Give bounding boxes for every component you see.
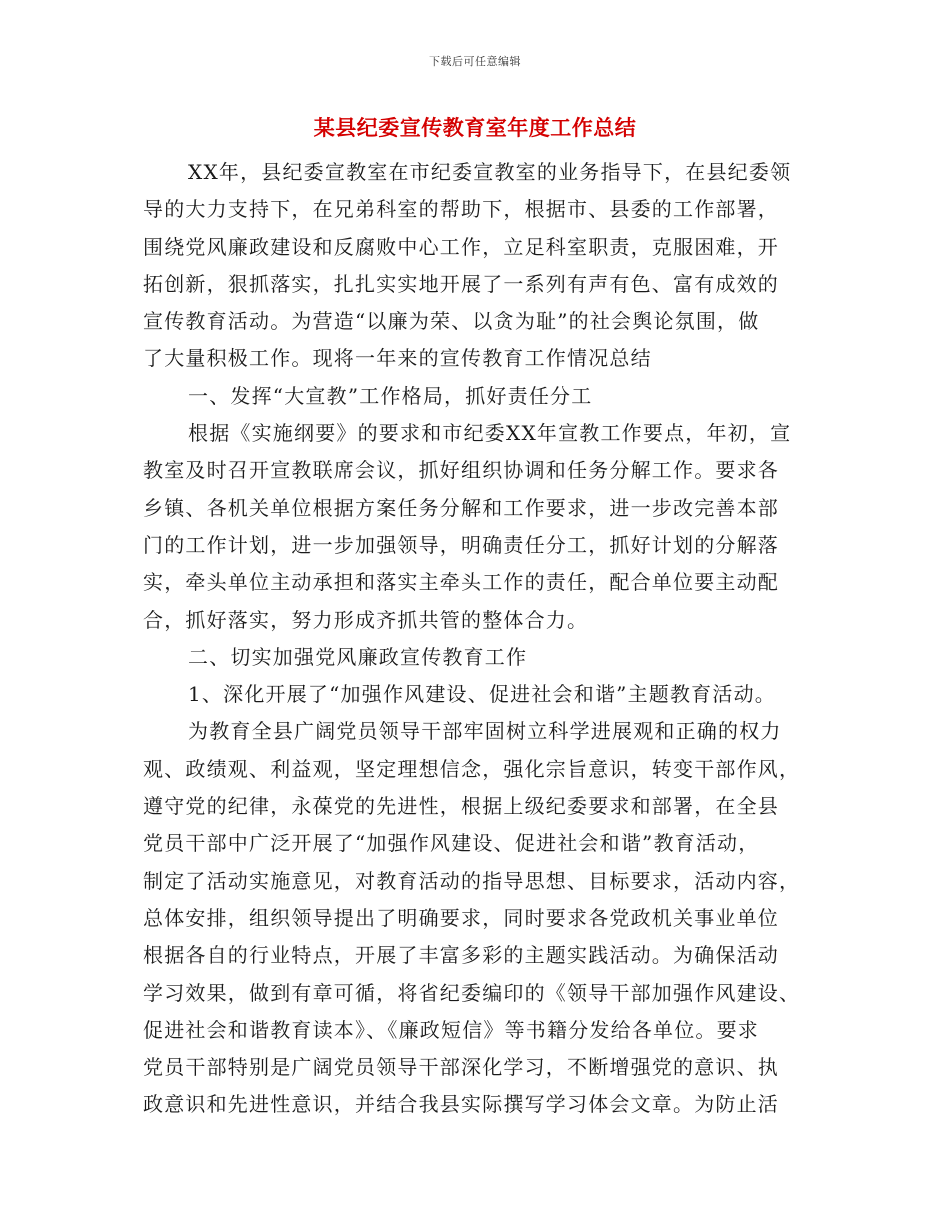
- text-line: 政意识和先进性意识，并结合我县实际撰写学习体会文章。为防止活: [143, 1092, 779, 1117]
- text-line: 根据《实施纲要》的要求和市纪委XX年宣教工作要点，年初，宣: [188, 421, 792, 446]
- text-line: 遵守党的纪律，永葆党的先进性，根据上级纪委要求和部署，在全县: [143, 794, 779, 819]
- text-line: 教室及时召开宣教联席会议，抓好组织协调和任务分解工作。要求各: [143, 458, 779, 483]
- text-line: 观、政绩观、利益观，坚定理想信念，强化宗旨意识，转变干部作风，: [143, 756, 801, 781]
- text-line: 学习效果，做到有章可循，将省纪委编印的《领导干部加强作风建设、: [143, 980, 801, 1005]
- text-line: 根据各自的行业特点，开展了丰富多彩的主题实践活动。为确保活动: [143, 943, 779, 968]
- text-line: 围绕党风廉政建设和反腐败中心工作，立足科室职责，克服困难，开: [143, 234, 779, 259]
- text-line: 乡镇、各机关单位根据方案任务分解和工作要求，进一步改完善本部: [143, 495, 779, 520]
- text-line: 制定了活动实施意见，对教育活动的指导思想、目标要求，活动内容，: [143, 868, 801, 893]
- text-line: 实，牵头单位主动承担和落实主牵头工作的责任，配合单位要主动配: [143, 570, 779, 595]
- text-line: XX年，县纪委宣教室在市纪委宣教室的业务指导下，在县纪委领: [188, 160, 792, 184]
- document-body: [143, 154, 808, 1124]
- text-line: 总体安排，组织领导提出了明确要求，同时要求各党政机关事业单位: [143, 905, 779, 930]
- text-line: 门的工作计划，进一步加强领导，明确责任分工，抓好计划的分解落: [143, 532, 779, 557]
- header-note: 下载后可任意编辑: [429, 55, 521, 68]
- text-line: 合，抓好落实，努力形成齐抓共管的整体合力。: [143, 607, 589, 632]
- text-line: 党员干部中广泛开展了“加强作风建设、促进社会和谐”教育活动，: [143, 831, 760, 856]
- text-line: 了大量积极工作。现将一年来的宣传教育工作情况总结: [143, 346, 652, 371]
- text-line: 二、切实加强党风廉政宣传教育工作: [188, 644, 528, 669]
- text-line: 导的大力支持下，在兄弟科室的帮助下，根据市、县委的工作部署，: [143, 197, 779, 222]
- text-line: 一、发挥“大宣教”工作格局，抓好责任分工: [188, 383, 593, 408]
- text-line: 宣传教育活动。为营造“以廉为荣、以贪为耻”的社会舆论氛围，做: [143, 309, 760, 334]
- text-line: 为教育全县广阔党员领导干部牢固树立科学进展观和正确的权力: [188, 719, 782, 744]
- text-line: 拓创新，狠抓落实，扎扎实实地开展了一系列有声有色、富有成效的: [143, 271, 779, 296]
- text-line: 促进社会和谐教育读本》、《廉政短信》等书籍分发给各单位。要求: [143, 1017, 759, 1042]
- document-title: 某县纪委宣传教育室年度工作总结: [313, 115, 637, 140]
- text-line: 党员干部特别是广阔党员领导干部深化学习，不断增强党的意识、执: [143, 1055, 779, 1080]
- text-line: 1、深化开展了“加强作风建设、促进社会和谐”主题教育活动。: [188, 682, 776, 707]
